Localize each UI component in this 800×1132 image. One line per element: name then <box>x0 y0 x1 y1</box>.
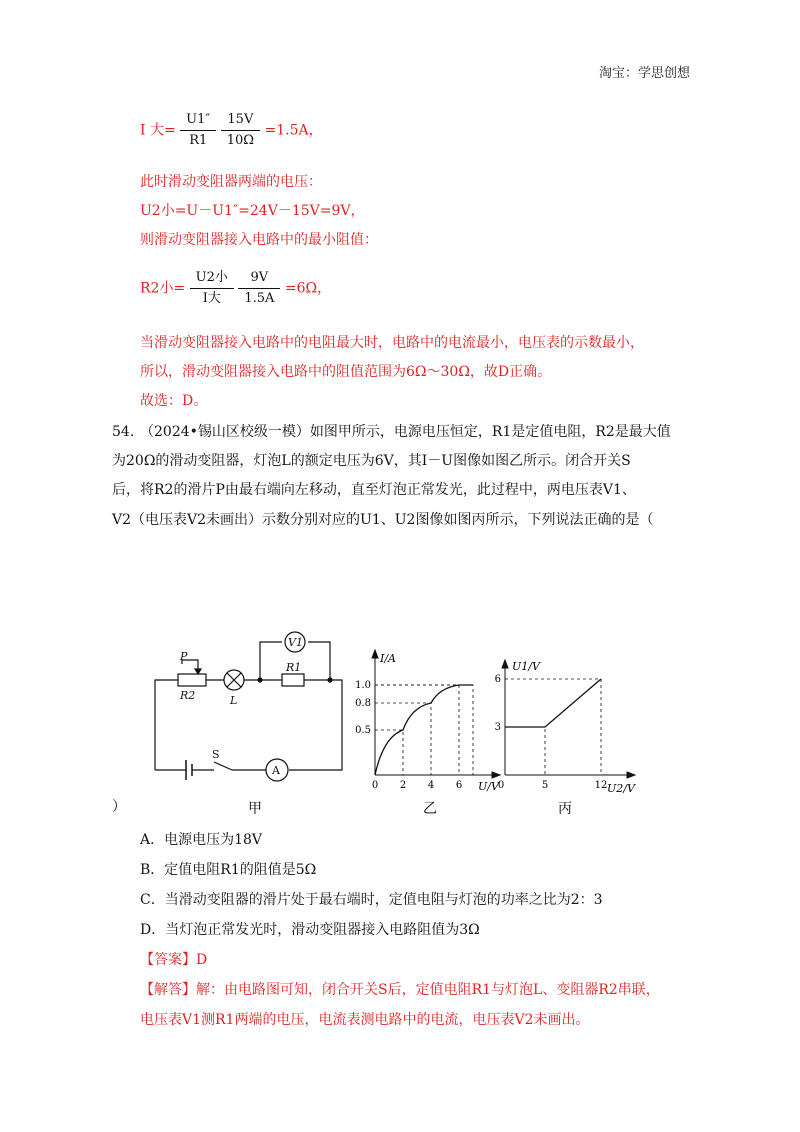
graph-u1-u2 <box>502 660 635 778</box>
label-r2: R2 <box>180 689 196 702</box>
solution-line-6: 当滑动变阻器接入电路中的电阻最大时，电路中的电流最小，电压表的示数最小， <box>140 335 644 351</box>
switch-s <box>214 762 232 770</box>
question-line-3: 后，将R2的滑片P由最右端向左移动，直至灯泡正常发光，此过程中，两电压表V1、 <box>112 482 636 498</box>
current-max-formula <box>140 110 323 151</box>
graph-b-x-tick-label: 2 <box>399 780 407 791</box>
question-close-paren: ） <box>112 799 126 815</box>
option-a: A．电源电压为18V <box>140 832 263 848</box>
solution-line-2: 此时滑动变阻器两端的电压： <box>140 174 322 190</box>
graph-c-ylabel: U1/V <box>512 660 540 673</box>
graph-b-ylabel: I/A <box>380 652 396 665</box>
label-p: P <box>180 650 188 663</box>
graph-b-guide-line <box>375 730 403 775</box>
graph-c-x-tick-label: 12 <box>594 780 608 791</box>
graph-c-y-tick-label: 6 <box>494 674 501 685</box>
fraction-15v-10ohm: $\frac{15V}{10\Omega}$ <box>221 110 260 151</box>
graph-c-y-tick-label: 3 <box>494 722 501 733</box>
graph-b-xlabel: U/V <box>478 780 499 793</box>
graph-b-x-tick-label: 6 <box>455 780 463 791</box>
question-line-4: V2（电压表V2未画出）示数分别对应的U1、U2图像如图丙所示，下列说法正确的是（ <box>112 512 654 528</box>
caption-jia: 甲 <box>248 801 262 817</box>
option-b: B．定值电阻R1的阻值是5Ω <box>140 862 317 878</box>
rheostat-r2 <box>178 674 206 686</box>
shop-header: 淘宝：学思创想 <box>598 66 690 81</box>
analysis-line-2: 电压表V1测R1两端的电压，电流表测电路中的电流，电压表V2未画出。 <box>140 1012 590 1028</box>
graph-b-x-tick-label: 0 <box>371 780 379 791</box>
graph-c-x-tick-label: 0 <box>497 780 505 791</box>
graph-b-y-tick-label: 1.0 <box>355 680 371 691</box>
formula-lhs: I 大= <box>140 122 176 139</box>
solution-line-8: 故选：D。 <box>140 393 208 409</box>
label-r1: R1 <box>286 661 302 674</box>
resistance-min-formula <box>140 268 331 309</box>
fraction-u2-i: $\frac{\text{U2小}}{\text{I大}}$ <box>190 268 234 309</box>
analysis-line-1: 【解答】解：由电路图可知，闭合开关S后，定值电阻R1与灯泡L、变阻器R2串联， <box>140 982 660 998</box>
graph-c-series-line <box>505 679 601 727</box>
label-v1: V1 <box>288 636 303 649</box>
graph-i-u <box>372 650 500 778</box>
graph-b-y-tick-label: 0.8 <box>355 698 371 709</box>
graph-c-guide-line <box>505 727 545 775</box>
solution-line-4: 则滑动变阻器接入电路中的最小阻值： <box>140 232 378 248</box>
solution-line-3: U2小=U－U1″=24V－15V=9V， <box>140 203 365 219</box>
solution-line-7: 所以，滑动变阻器接入电路中的阻值范围为6Ω～30Ω，故D正确。 <box>140 364 552 380</box>
graph-i-u-marks <box>355 680 473 791</box>
battery <box>186 760 192 780</box>
resistor-r1 <box>282 674 304 686</box>
graph-b-x-tick-label: 4 <box>427 780 435 791</box>
question-line-2: 为20Ω的滑动变阻器，灯泡L的额定电压为6V，其I－U图像如图乙所示。闭合开关S <box>112 453 631 469</box>
question-line-1: （2024•锡山区校级一模）如图甲所示，电源电压恒定，R1是定值电阻，R2是最大值 <box>140 424 671 440</box>
formula-rhs-r2: =6Ω， <box>284 280 332 297</box>
graph-u1-u2-marks <box>495 674 608 791</box>
graph-c-x-tick-label: 5 <box>541 780 549 791</box>
option-c: C．当滑动变阻器的滑片处于最右端时，定值电阻与灯泡的功率之比为2：3 <box>140 892 603 908</box>
caption-bing: 丙 <box>558 801 572 817</box>
answer-label: 【答案】D <box>140 952 208 968</box>
formula-rhs: =1.5A， <box>264 122 323 139</box>
option-d: D．当灯泡正常发光时，滑动变阻器接入电路阻值为3Ω <box>140 922 480 938</box>
caption-yi: 乙 <box>423 801 437 817</box>
figures-panel <box>110 620 670 820</box>
formula-lhs-r2: R2小= <box>140 280 186 297</box>
label-a: A <box>272 764 280 777</box>
label-s: S <box>212 748 220 761</box>
graph-b-y-tick-label: 0.5 <box>355 725 371 736</box>
label-l: L <box>230 694 238 707</box>
fraction-9v-15a: $\frac{9V}{1.5A}$ <box>238 268 280 309</box>
question-number: 54. <box>112 424 135 440</box>
graph-c-xlabel: U2/V <box>607 782 635 795</box>
fraction-u1-r1: $\frac{U1''}{R1}$ <box>180 110 216 151</box>
